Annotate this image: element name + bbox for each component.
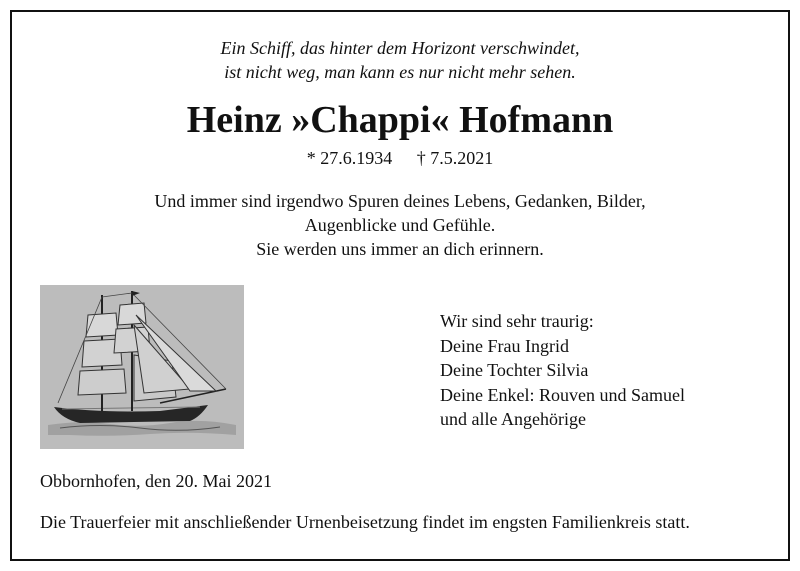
sailing-ship-icon xyxy=(40,285,244,449)
deceased-name: Heinz »Chappi« Hofmann xyxy=(186,99,614,141)
mourner-wife: Deine Frau Ingrid xyxy=(440,335,569,356)
quote-line-2: ist nicht weg, man kann es nur nicht mehr sehen. xyxy=(224,62,576,82)
mourners-intro: Wir sind sehr traurig: xyxy=(440,311,594,331)
place-and-date: Obbornhofen, den 20. Mai 2021 xyxy=(40,471,272,491)
sailing-ship-image xyxy=(40,285,244,449)
mourner-grandchildren: Deine Enkel: Rouven und Samuel xyxy=(440,384,685,405)
birth-date: * 27.6.1934 xyxy=(306,148,393,168)
funeral-note: Die Trauerfeier mit anschließender Urnenbeisetzung findet im engsten Familienkreis statt. xyxy=(40,512,690,532)
mourner-daughter: Deine Tochter Silvia xyxy=(440,360,589,380)
quote-line-1: Ein Schiff, das hinter dem Horizont verschwindet, xyxy=(220,38,580,58)
mourner-relatives: und alle Angehörige xyxy=(440,409,586,429)
verse-line-2: Augenblicke und Gefühle. xyxy=(304,215,496,235)
death-date: † 7.5.2021 xyxy=(416,148,494,168)
verse-line-3: Sie werden uns immer an dich erinnern. xyxy=(256,239,544,259)
verse-line-1: Und immer sind irgendwo Spuren deines Lebens, Gedanken, Bilder, xyxy=(154,191,646,211)
life-dates xyxy=(0,146,800,170)
mourners-list xyxy=(440,309,685,432)
